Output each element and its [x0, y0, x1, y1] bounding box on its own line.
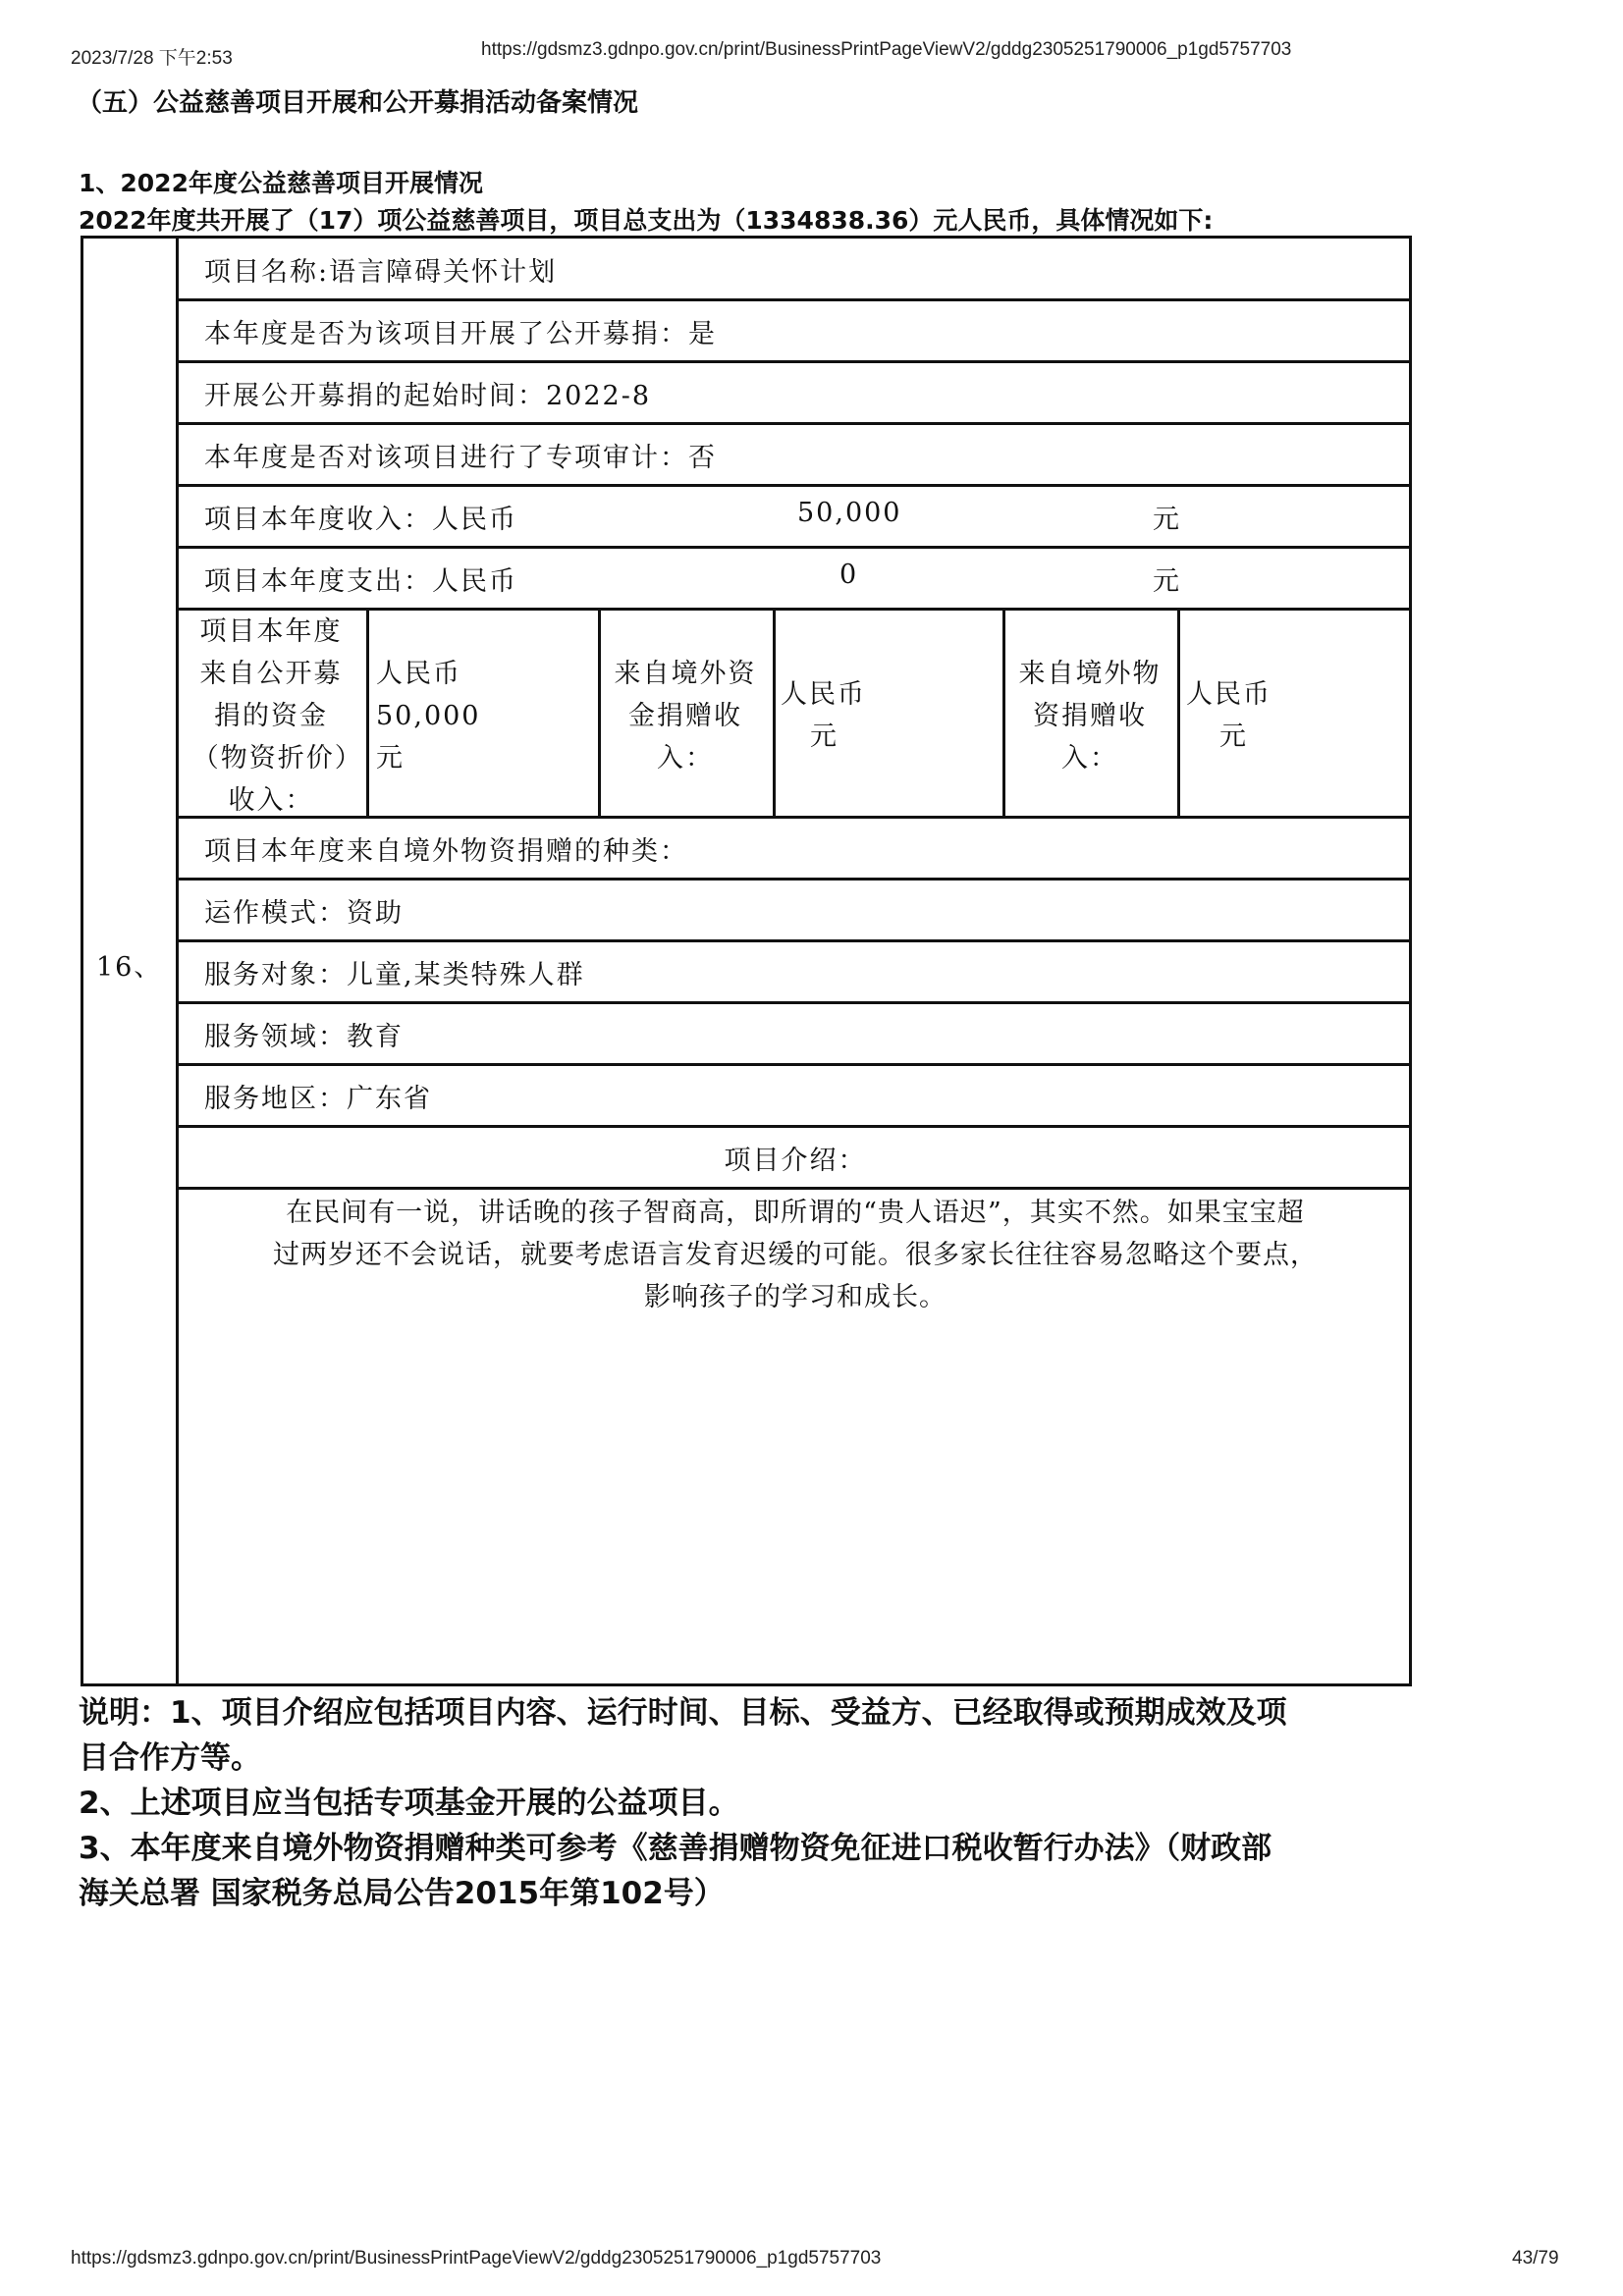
public-funds-label: 项目本年度来自公开募捐的资金（物资折价）收入： — [191, 616, 351, 816]
section-title: （五）公益慈善项目开展和公开募捐活动备案情况 — [77, 88, 639, 118]
subsection-title: 1、2022年度公益慈善项目开展情况 — [79, 169, 483, 197]
overseas-funds-value-cell — [781, 673, 866, 758]
public-fundraising-status: 本年度是否为该项目开展了公开募捐：是 — [204, 319, 717, 349]
public-funds-value-cell — [376, 653, 480, 779]
public-funds-value: 50,000 — [376, 701, 481, 731]
expense-unit: 元 — [1153, 566, 1181, 597]
service-field: 服务领域：教育 — [204, 1022, 404, 1052]
summary-line: 2022年度共开展了（17）项公益慈善项目，项目总支出为（1334838.36）元人民币，具体情况如下: — [79, 206, 1214, 235]
note-line: 海关总署 国家税务总局公告2015年第102号） — [79, 1876, 725, 1911]
intro-line: 在民间有一说，讲话晚的孩子智商高，即所谓的“贵人语迟”，其实不然。如果宝宝超 — [286, 1198, 1305, 1228]
funds-divider — [1177, 608, 1180, 816]
overseas-funds-unit: 元 — [810, 721, 839, 752]
row-line — [176, 1001, 1412, 1004]
service-area: 服务地区：广东省 — [204, 1084, 432, 1114]
page-number: 43/79 — [1512, 2248, 1559, 2269]
funds-divider — [598, 608, 601, 816]
note-line: 3、本年度来自境外物资捐赠种类可参考《慈善捐赠物资免征进口税收暂行办法》（财政部 — [79, 1831, 1272, 1866]
funds-divider — [366, 608, 369, 816]
overseas-goods-currency: 人民币 — [1186, 679, 1271, 710]
intro-text — [179, 1192, 1412, 1318]
special-audit-status: 本年度是否对该项目进行了专项审计：否 — [204, 443, 717, 473]
row-line — [176, 608, 1412, 611]
income-value: 50,000 — [797, 498, 902, 528]
overseas-goods-type: 项目本年度来自境外物资捐赠的种类： — [204, 836, 688, 867]
overseas-goods-label: 来自境外物资捐赠收入： — [1018, 659, 1162, 774]
income-unit: 元 — [1153, 505, 1181, 535]
income-label: 项目本年度收入：人民币 — [204, 505, 517, 535]
overseas-goods-unit: 元 — [1219, 721, 1248, 752]
public-funds-unit: 元 — [376, 743, 405, 774]
row-line — [176, 298, 1412, 301]
row-line — [176, 360, 1412, 363]
print-url-footer[interactable]: https://gdsmz3.gdnpo.gov.cn/print/BusinessPrintPageViewV2/gddg2305251790006_p1gd5757703 — [71, 2248, 882, 2269]
row-line — [176, 422, 1412, 425]
note-line: 2、上述项目应当包括专项基金开展的公益项目。 — [79, 1786, 739, 1821]
note-line: 目合作方等。 — [79, 1740, 261, 1776]
project-index: 16、 — [96, 952, 163, 983]
expense-value: 0 — [839, 560, 859, 590]
notes — [79, 1690, 1287, 1916]
expense-label: 项目本年度支出：人民币 — [204, 566, 517, 597]
overseas-funds-label: 来自境外资金捐赠收入： — [614, 659, 757, 774]
row-line — [176, 939, 1412, 942]
print-url-header[interactable]: https://gdsmz3.gdnpo.gov.cn/print/BusinessPrintPageViewV2/gddg2305251790006_p1gd5757703 — [481, 39, 1292, 60]
index-column-divider — [176, 236, 179, 1686]
service-target: 服务对象：儿童,某类特殊人群 — [204, 960, 585, 990]
row-line — [176, 484, 1412, 487]
intro-line: 过两岁还不会说话，就要考虑语言发育迟缓的可能。很多家长往往容易忽略这个要点， — [273, 1240, 1318, 1270]
funds-divider — [1002, 608, 1005, 816]
note-line: 说明：1、项目介绍应包括项目内容、运行时间、目标、受益方、已经取得或预期成效及项 — [79, 1695, 1287, 1731]
funds-divider — [773, 608, 776, 816]
intro-label: 项目介绍： — [724, 1146, 867, 1176]
operation-mode: 运作模式：资助 — [204, 898, 404, 929]
row-line — [176, 816, 1412, 819]
fundraising-start-time: 开展公开募捐的起始时间：2022-8 — [204, 381, 652, 411]
row-line — [176, 1187, 1412, 1190]
overseas-goods-value-cell — [1186, 673, 1271, 758]
overseas-funds-currency: 人民币 — [781, 679, 866, 710]
print-datetime: 2023/7/28 下午2:53 — [71, 48, 233, 69]
row-line — [176, 1125, 1412, 1128]
public-funds-currency: 人民币 — [376, 659, 461, 689]
intro-line: 影响孩子的学习和成长。 — [644, 1282, 947, 1312]
row-line — [176, 1063, 1412, 1066]
row-line — [176, 878, 1412, 881]
project-name: 项目名称:语言障碍关怀计划 — [204, 257, 558, 288]
row-line — [176, 546, 1412, 549]
